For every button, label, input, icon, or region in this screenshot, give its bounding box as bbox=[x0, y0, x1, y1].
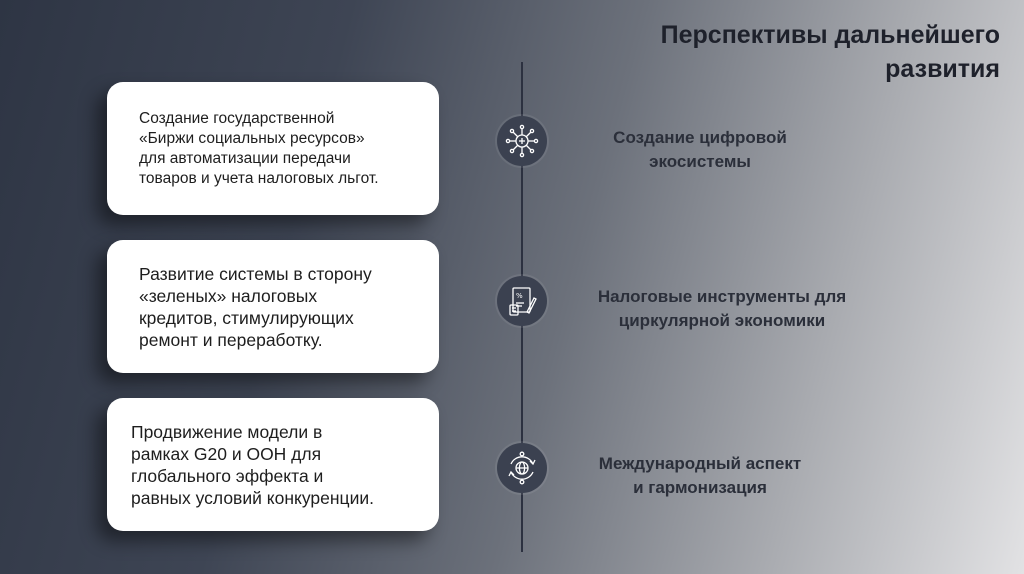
info-card-1-line-3: для автоматизации передачи bbox=[139, 149, 351, 167]
info-card-2-line-3: кредитов, стимулирующих bbox=[139, 307, 354, 328]
info-card-3-line-3: глобального эффекта и bbox=[131, 465, 324, 486]
info-card-1-text bbox=[139, 109, 379, 189]
info-card-2-line-4: ремонт и переработку. bbox=[139, 329, 323, 350]
info-card-3-line-1: Продвижение модели в bbox=[131, 421, 323, 442]
info-card-3-line-2: рамках G20 и ООН для bbox=[131, 443, 322, 464]
page-title: Перспективы дальнейшего развития bbox=[660, 21, 1000, 83]
tax-document-icon bbox=[497, 276, 547, 326]
info-card-2-text bbox=[139, 263, 372, 351]
info-card-1-line-2: «Биржи социальных ресурсов» bbox=[139, 129, 365, 147]
info-card-2-line-2: «зеленых» налоговых bbox=[139, 285, 318, 306]
info-card-2 bbox=[107, 240, 439, 373]
info-card-2-line-1: Развитие системы в сторону bbox=[139, 263, 372, 284]
svg-text:%: % bbox=[516, 292, 523, 300]
step-label-digital-ecosystem: Создание цифровой экосистемы bbox=[613, 128, 787, 171]
info-card-1-line-4: товаров и учета налоговых льгот. bbox=[139, 169, 379, 187]
info-card-1-line-1: Создание государственной bbox=[139, 109, 335, 127]
info-card-3 bbox=[107, 398, 439, 531]
info-card-3-text bbox=[131, 421, 374, 509]
step-label-tax-instruments: Налоговые инструменты для циркулярной экономики bbox=[597, 287, 847, 330]
info-card-3-line-4: равных условий конкуренции. bbox=[131, 487, 374, 508]
info-card-1 bbox=[107, 82, 439, 215]
step-label-international: Международный аспект и гармонизация bbox=[598, 454, 802, 497]
